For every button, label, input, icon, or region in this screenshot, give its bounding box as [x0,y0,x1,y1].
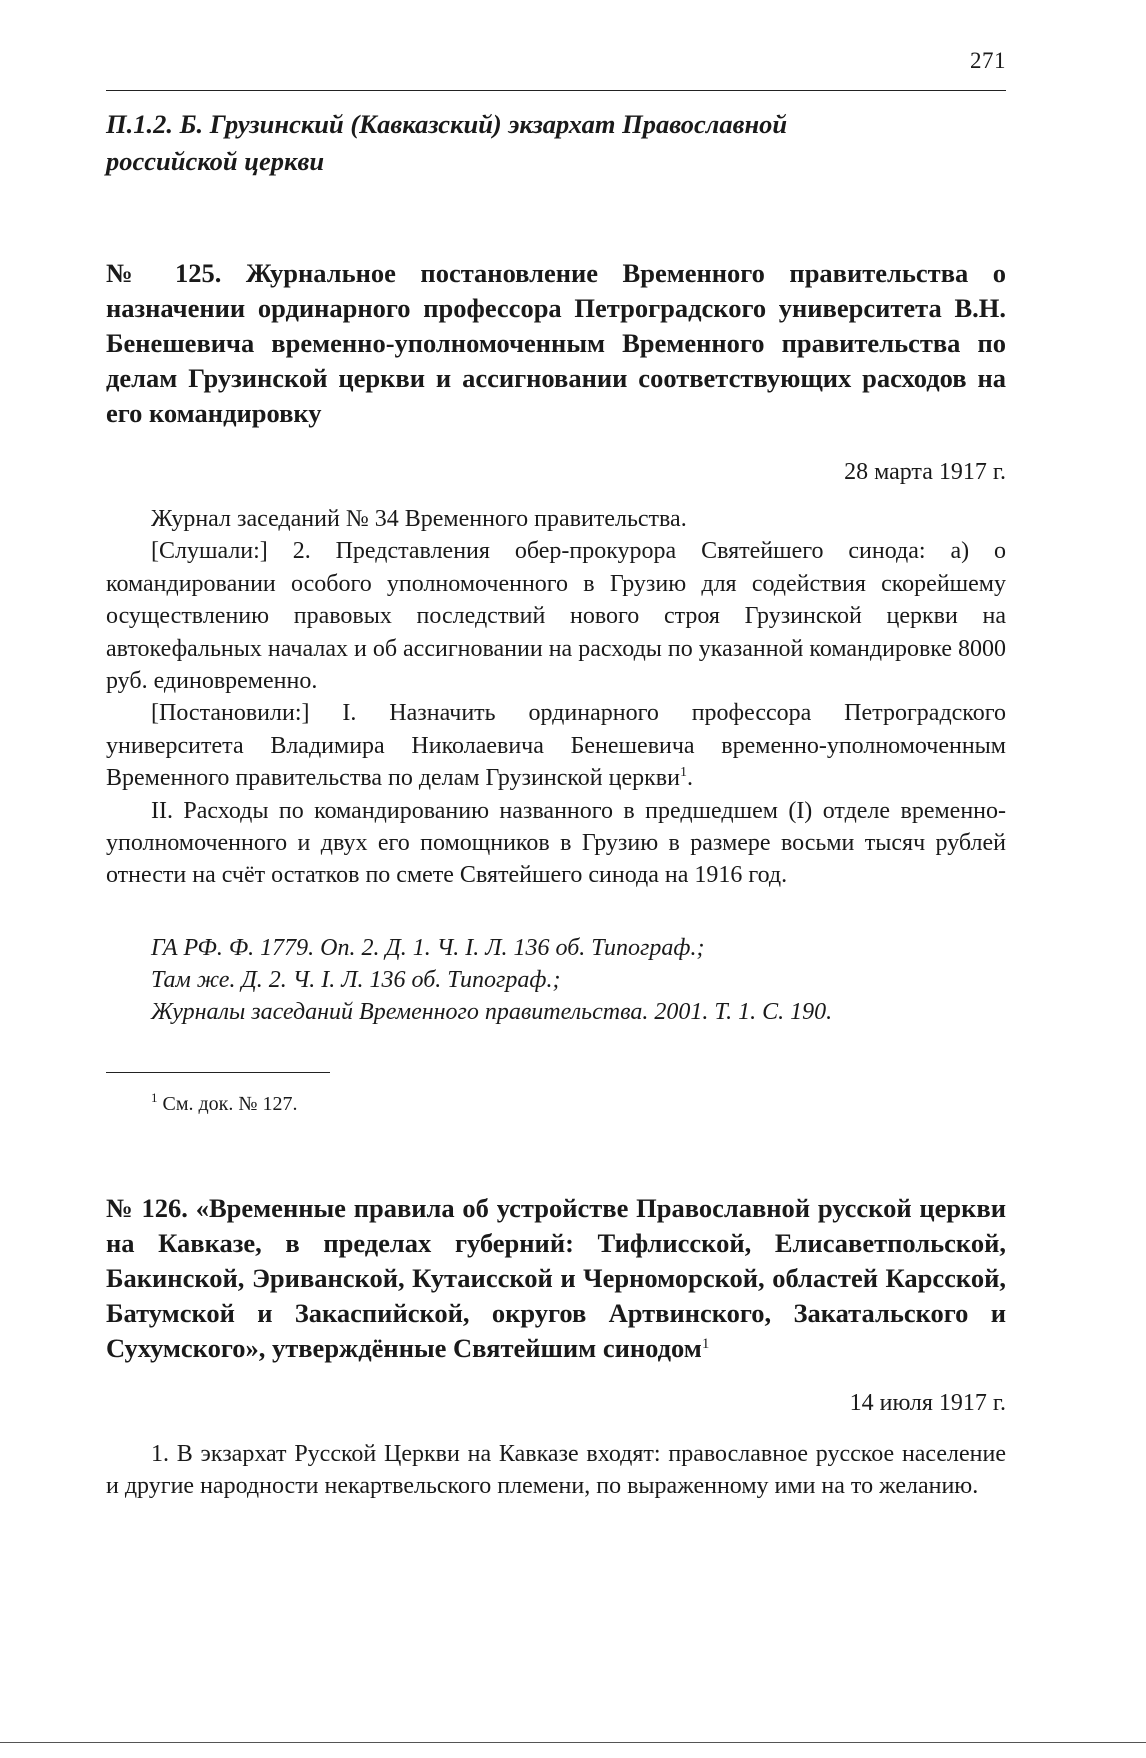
section-heading-line-2: российской церкви [106,146,325,176]
source-line-1: ГА РФ. Ф. 1779. Оп. 2. Д. 1. Ч. I. Л. 136 об. Типограф.; [151,934,705,961]
section-heading [106,106,1006,180]
paragraph-3-end: . [686,765,693,792]
doc-125-paragraph-1: Журнал заседаний № 34 Временного правительства. [151,506,687,532]
header-rule [106,90,1006,91]
doc-125-date: 28 марта 1917 г. [844,459,1006,485]
doc-125-paragraph-3 [106,697,1006,794]
doc-125-paragraph-2: [Слушали:] 2. Представления обер-прокурора Святейшего синода: а) о командировании особого уполномоченного в Грузию для содействия скорейшему осуществлению правовых последствий нового строя Грузинской церкви на автокефальных началах и об ассигновании на расходы по указанной командировке 8000 руб. единовременно. [106,538,1006,695]
footnote-1 [106,1091,1006,1117]
page-number: 271 [970,48,1006,73]
scan-bottom-edge [0,1742,1146,1743]
doc-125-paragraph-3-text: [Постановили:] I. Назначить ординарного профессора Петроградского университета Владимира Николаевича Бенешевича временно-уполномоченным Временного правительства по делам Грузинской церкви [106,700,1006,792]
doc-125-number: № 125. [106,258,222,288]
doc-125-paragraph-4: II. Расходы по командированию названного в предшедшем (I) отделе временно-уполномоченного и двух его помощников в Грузию в размере восьми тысяч рублей отнести на счёт остатков по смете Святейшего синода на 1916 год. [106,797,1006,889]
doc-126-date: 14 июля 1917 г. [849,1389,1006,1416]
page-content [106,106,1006,1503]
doc-126-title [106,1191,1006,1366]
footnote-text: См. док. № 127. [162,1092,298,1115]
doc-126-paragraph-1: 1. В экзархат Русской Церкви на Кавказе входят: православное русское население и другие народности некартвельского племени, по выраженному ими на то желанию. [106,1440,1006,1500]
source-line-2: Там же. Д. 2. Ч. I. Л. 136 об. Типограф.; [151,966,561,993]
footnote-reference[interactable]: 1 [679,765,687,781]
doc-125-title-text: Журнальное постановление Временного правительства о назначении ординарного профессора Петроградского университета В.Н. Бенешевича временно-уполномоченным Временного правительства по делам Грузинской церкви и ассигновании соответствующих расходов на его командировку [106,258,1006,428]
archival-sources [106,932,1006,1028]
source-line-3: Журналы заседаний Временного правительства. 2001. Т. 1. С. 190. [151,998,833,1025]
doc-126-title-text: «Временные правила об устройстве Православной русской церкви на Кавказе, в пределах губерний: Тифлисской, Елисаветпольской, Бакинской, Эриванской, Кутаисской и Черноморской, областей Карсской, Батумской и Закаспийской, округов Артвинского, Закатальского и Сухумского», утверждённые Святейшим синодом [106,1192,1007,1363]
section-heading-line-1: П.1.2. Б. Грузинский (Кавказский) экзархат Православной [106,109,788,139]
doc-126-number: № 126. [106,1192,188,1223]
doc-126-footnote-reference[interactable]: 1 [701,1335,710,1352]
footnote-mark: 1 [151,1089,158,1105]
doc-125-title [106,256,1006,431]
